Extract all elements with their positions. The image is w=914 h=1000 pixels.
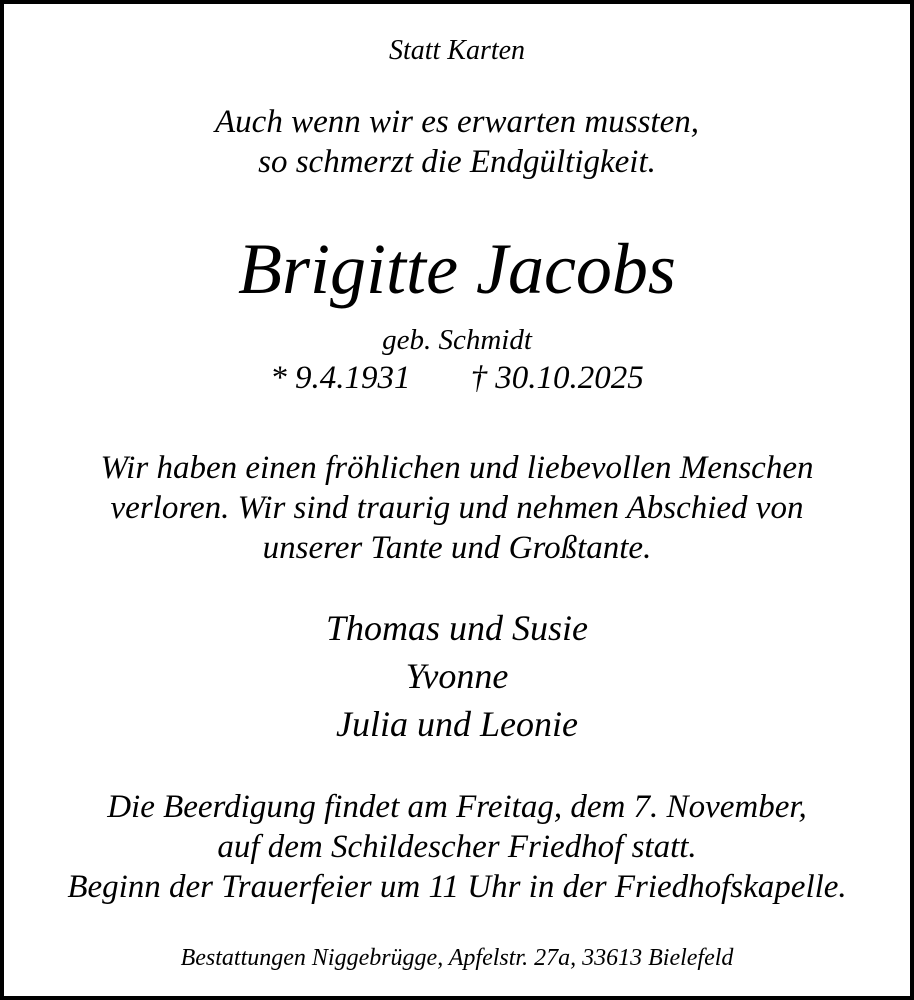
undertaker-address: Bestattungen Niggebrügge, Apfelstr. 27a, 33613 Bielefeld bbox=[180, 945, 734, 971]
maiden-name: geb. Schmidt bbox=[382, 324, 532, 356]
message-line: Wir haben einen fröhlichen und liebevollen Menschen bbox=[100, 450, 814, 486]
mourner: Thomas und Susie bbox=[325, 608, 589, 648]
farewell-message bbox=[4, 448, 910, 568]
funeral-line: auf dem Schildescher Friedhof statt. bbox=[217, 829, 697, 865]
mourners-list bbox=[4, 604, 910, 748]
mourner: Yvonne bbox=[405, 656, 509, 696]
death-date: † 30.10.2025 bbox=[470, 360, 644, 396]
message-line: unserer Tante und Großtante. bbox=[262, 530, 652, 566]
message-line: verloren. Wir sind traurig und nehmen Abschied von bbox=[110, 490, 804, 526]
heading: Statt Karten bbox=[388, 35, 526, 66]
quote bbox=[4, 102, 910, 182]
birth-date: * 9.4.1931 bbox=[270, 360, 411, 396]
funeral-line: Die Beerdigung findet am Freitag, dem 7. November, bbox=[107, 789, 807, 825]
funeral-line: Beginn der Trauerfeier um 11 Uhr in der Friedhofskapelle. bbox=[67, 869, 847, 905]
mourner: Julia und Leonie bbox=[336, 704, 578, 744]
deceased-name: Brigitte Jacobs bbox=[238, 229, 676, 309]
funeral-info bbox=[4, 787, 910, 907]
quote-line: so schmerzt die Endgültigkeit. bbox=[258, 144, 656, 180]
life-dates bbox=[4, 360, 910, 397]
quote-line: Auch wenn wir es erwarten mussten, bbox=[215, 104, 699, 140]
